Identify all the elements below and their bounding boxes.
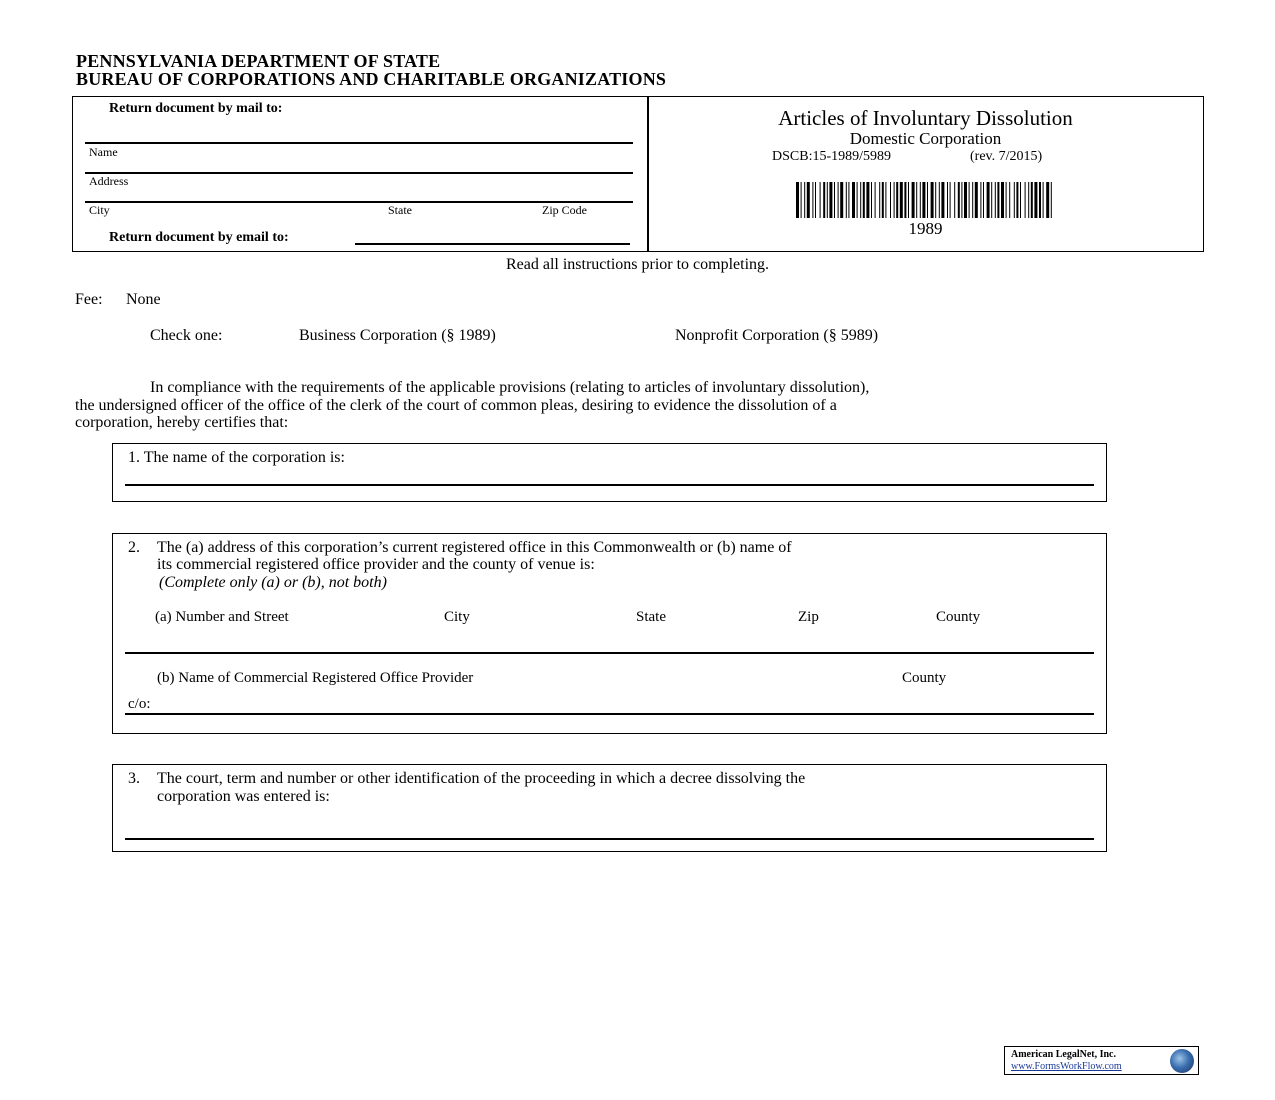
barcode-bar [1006,182,1007,218]
header-department: PENNSYLVANIA DEPARTMENT OF STATE [76,51,441,71]
return-email-label: Return document by email to: [109,230,289,245]
barcode-bar [939,182,940,218]
city-label-2: City [444,609,470,625]
intro-line-3: corporation, hereby certifies that: [75,414,289,431]
barcode-bar [991,182,992,218]
logo-url-link[interactable]: www.FormsWorkFlow.com [1011,1061,1122,1072]
barcode [796,182,1054,218]
form-code: DSCB:15-1989/5989 [772,149,892,164]
barcode-bar [975,182,978,218]
barcode-bar [871,182,872,218]
proceeding-identification-line[interactable] [125,838,1094,840]
section-2-line-2: its commercial registered office provider and the county of venue is: [157,556,595,573]
barcode-bar [823,182,825,218]
barcode-bar [935,182,936,218]
barcode-bar [927,182,928,218]
return-address-box [72,96,649,252]
barcode-bar [987,182,990,218]
barcode-bar [875,182,876,218]
logo-company: American LegalNet, Inc. [1011,1049,1116,1060]
barcode-bar [882,182,884,218]
section-1-label: 1. The name of the corporation is: [128,449,345,466]
section-3-number: 3. [128,770,140,787]
barcode-bar [1028,182,1029,218]
barcode-bar [846,182,847,218]
city-label: City [89,203,110,217]
barcode-bar [922,182,925,218]
barcode-bar [885,182,886,218]
intro-line-1: In compliance with the requirements of the applicable provisions (relating to articles of involuntary dissolution), [150,379,870,396]
instructions-text: Read all instructions prior to completing. [505,256,770,273]
barcode-bar [1025,182,1026,218]
barcode-bar [997,182,999,218]
barcode-bar [829,182,832,218]
corporation-name-line[interactable] [125,484,1094,486]
business-corporation-option[interactable]: Business Corporation (§ 1989) [299,327,496,344]
barcode-bar [866,182,869,218]
barcode-bar [894,182,895,218]
fee-label: Fee: [75,291,103,308]
barcode-bar [947,182,948,218]
barcode-bar [1039,182,1041,218]
barcode-bar [1043,182,1044,218]
check-one-label: Check one: [150,327,223,344]
fee-value: None [126,291,161,308]
section-3-line-2: corporation was entered is: [157,788,330,805]
section-3-line-1: The court, term and number or other identification of the proceeding in which a decree dissolving the [157,770,806,787]
barcode-bar [896,182,898,218]
barcode-bar [857,182,858,218]
barcode-bar [1020,182,1021,218]
barcode-bar [969,182,970,218]
state-label: State [388,203,412,217]
barcode-bar [995,182,996,218]
form-revision: (rev. 7/2015) [970,149,1043,164]
barcode-bar [964,182,967,218]
provider-name-line[interactable] [125,713,1094,715]
barcode-bar [961,182,962,218]
form-title: Articles of Involuntary Dissolution [778,106,1073,130]
barcode-bar [804,182,805,218]
barcode-bar [1031,182,1033,218]
barcode-bar [879,182,880,218]
barcode-bar [848,182,849,218]
provider-name-label: (b) Name of Commercial Registered Office Provider [157,670,474,686]
section-2-note: (Complete only (a) or (b), not both) [159,574,387,591]
barcode-bar [941,182,944,218]
form-subtitle: Domestic Corporation [849,129,1002,148]
barcode-bar [912,182,915,218]
barcode-bar [908,182,909,218]
barcode-bar [834,182,835,218]
zip-code-label: Zip Code [542,203,587,217]
barcode-bar [812,182,813,218]
address-label: Address [89,174,129,188]
barcode-bar [950,182,951,218]
barcode-bar [860,182,861,218]
barcode-bar [801,182,802,218]
globe-icon [1170,1049,1194,1073]
county-label-b: County [902,670,947,686]
barcode-bar [852,182,855,218]
header-bureau: BUREAU OF CORPORATIONS AND CHARITABLE ORGANIZATIONS [76,69,667,89]
section-2-line-1: The (a) address of this corporation’s current registered office in this Commonwealth or (b) name of [157,539,792,556]
state-label-2: State [636,609,666,625]
intro-line-2: the undersigned officer of the office of the clerk of the court of common pleas, desiring to evidence the dissolution of a [75,397,837,414]
barcode-bar [983,182,984,218]
return-name-line[interactable] [85,142,633,144]
barcode-bar [1016,182,1018,218]
barcode-bar [931,182,934,218]
county-label-a: County [936,609,981,625]
barcode-bar [815,182,816,218]
barcode-bar [954,182,955,218]
barcode-bar [1009,182,1010,218]
street-label: (a) Number and Street [155,609,289,625]
registered-office-address-line[interactable] [125,652,1094,654]
barcode-bar [1051,182,1052,218]
barcode-bar [1014,182,1015,218]
barcode-bar [972,182,973,218]
barcode-bar [958,182,960,218]
american-legalnet-logo [1004,1046,1199,1075]
return-email-line[interactable] [355,243,630,245]
section-2-number: 2. [128,539,140,556]
barcode-bar [1001,182,1004,218]
barcode-bar [920,182,921,218]
barcode-bar [820,182,821,218]
barcode-bar [916,182,917,218]
barcode-bar [900,182,903,218]
barcode-bar [904,182,906,218]
barcode-bar [838,182,839,218]
barcode-bar [1034,182,1037,218]
barcode-number: 1989 [908,219,943,238]
barcode-bar [890,182,891,218]
zip-label-2: Zip [798,609,819,625]
barcode-bar [807,182,810,218]
care-of-label: c/o: [128,696,151,712]
barcode-bar [1046,182,1049,218]
barcode-bar [796,182,799,218]
barcode-bar [840,182,843,218]
return-address-line[interactable] [85,172,633,174]
name-label: Name [89,145,118,159]
nonprofit-corporation-option[interactable]: Nonprofit Corporation (§ 5989) [675,327,879,344]
return-mail-label: Return document by mail to: [109,101,283,116]
barcode-bar [980,182,981,218]
barcode-bar [827,182,828,218]
barcode-bar [863,182,865,218]
